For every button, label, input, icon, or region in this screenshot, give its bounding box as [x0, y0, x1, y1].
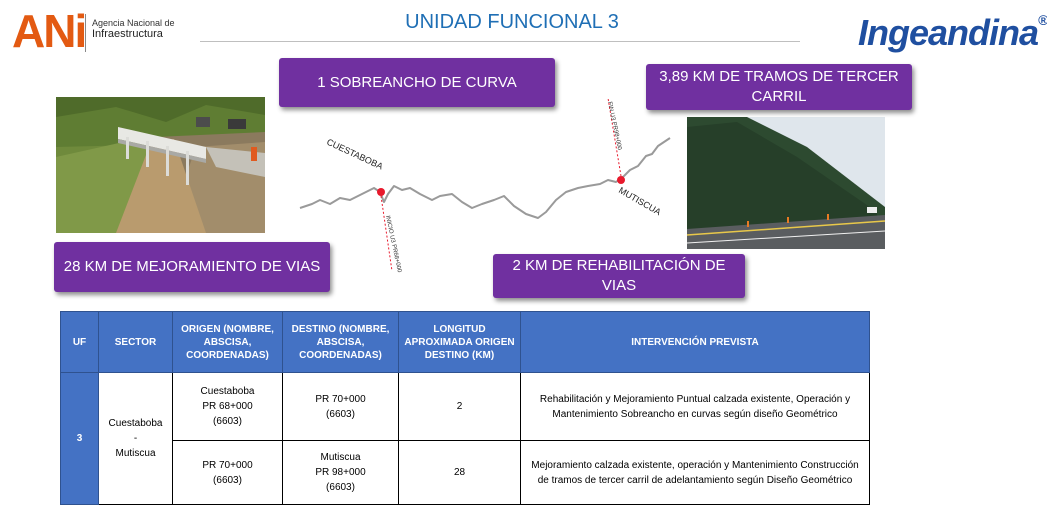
table-row: [61, 373, 870, 441]
uf-table: [60, 311, 870, 505]
col-header-origen: ORIGEN (NOMBRE, ABSCISA, COORDENADAS): [173, 312, 283, 373]
destino-cell: PR 70+000 (6603): [283, 373, 399, 441]
registered-mark: ®: [1038, 12, 1047, 28]
page-title: UNIDAD FUNCIONAL 3: [405, 11, 619, 33]
callout-mejoramiento: 28 KM DE MEJORAMIENTO DE VIAS: [54, 242, 330, 292]
sector-cell: Cuestaboba - Mutiscua: [99, 373, 173, 505]
ani-logo-line2: Infraestructura: [92, 28, 163, 40]
slope-mesh-photo: [687, 117, 885, 249]
ani-logo-line1: Agencia Nacional de: [92, 18, 175, 28]
col-header-intervencion: INTERVENCIÓN PREVISTA: [521, 312, 870, 373]
title-divider: [200, 41, 800, 42]
longitud-cell: 2: [399, 373, 521, 441]
route-map: [290, 96, 690, 276]
col-header-longitud: LONGITUD APROXIMADA ORIGEN DESTINO (KM): [399, 312, 521, 373]
col-header-sector: SECTOR: [99, 312, 173, 373]
end-marker-label: FIN U3 PR98+000: [606, 101, 623, 151]
longitud-cell: 28: [399, 441, 521, 505]
map-label-start: CUESTABOBA: [325, 136, 385, 172]
intervencion-cell: Rehabilitación y Mejoramiento Puntual calzada existente, Operación y Mantenimiento Sobreancho en curvas según diseño Geométrico: [521, 373, 870, 441]
start-marker-label: INICIO U3 PR68+000: [384, 215, 402, 274]
col-header-uf: UF: [61, 312, 99, 373]
intervencion-cell: Mejoramiento calzada existente, operación y Mantenimiento Construcción de tramos de tercer carril de adelantamiento según Diseño Geométrico: [521, 441, 870, 505]
callout-rehabilitacion: 2 KM DE REHABILITACIÓN DE VIAS: [493, 254, 745, 298]
road-guardrail-photo: [56, 97, 265, 233]
origen-cell: PR 70+000 (6603): [173, 441, 283, 505]
table-header-row: [61, 312, 870, 373]
ingeandina-logo-text: Ingeandina: [858, 12, 1039, 53]
origen-cell: Cuestaboba PR 68+000 (6603): [173, 373, 283, 441]
ingeandina-logo: [858, 12, 1047, 54]
map-label-end: MUTISCUA: [617, 185, 663, 218]
ani-logo-mark: ANi: [12, 5, 86, 57]
col-header-destino: DESTINO (NOMBRE, ABSCISA, COORDENADAS): [283, 312, 399, 373]
callout-sobreancho: 1 SOBREANCHO DE CURVA: [279, 58, 555, 107]
destino-cell: Mutiscua PR 98+000 (6603): [283, 441, 399, 505]
table-row: [61, 441, 870, 505]
callout-tercer-carril: 3,89 KM DE TRAMOS DE TERCER CARRIL: [646, 64, 912, 110]
uf-cell: 3: [61, 373, 99, 505]
